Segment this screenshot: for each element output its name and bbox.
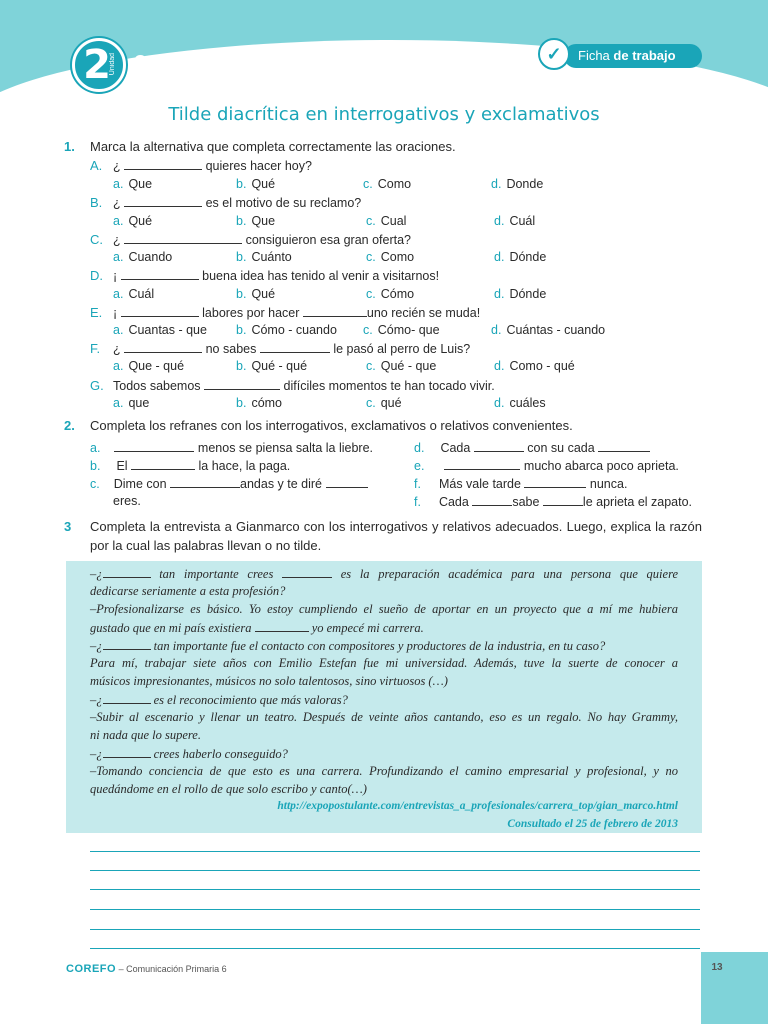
item-f-stem: ¿ no sabes le pasó al perro de Luis? — [113, 342, 471, 356]
option-c[interactable]: c. Cómo- que — [363, 323, 440, 337]
interview-line: –¿ es el reconocimiento que más valoras? — [90, 693, 348, 707]
answer-blank[interactable] — [124, 232, 242, 244]
option-c[interactable]: c. Como — [366, 250, 415, 264]
item-d-label: D. — [90, 268, 103, 283]
footer-brand: COREFO — [66, 963, 117, 975]
option-d[interactable]: d. Como - qué — [494, 359, 575, 373]
answer-blank[interactable] — [260, 341, 330, 353]
item-g-stem: Todos sabemos difíciles momentos te han tocado vivir. — [113, 379, 495, 393]
page-title: Tilde diacrítica en interrogativos y exclamativos — [168, 104, 600, 125]
option-c[interactable]: c. Qué - que — [366, 359, 437, 373]
interview-line: –¿ crees haberlo conseguido? — [90, 747, 288, 761]
answer-blank[interactable] — [326, 476, 368, 488]
ficha-label-bold: de trabajo — [613, 48, 676, 63]
answer-blank[interactable] — [543, 494, 583, 506]
answer-blank[interactable] — [282, 566, 332, 578]
page-tab — [701, 952, 768, 1024]
interview-line: ni nada que lo supere. — [90, 728, 201, 742]
answer-line[interactable] — [90, 870, 700, 871]
item-e-label: E. — [90, 305, 103, 320]
option-c[interactable]: c. Cómo — [366, 287, 415, 301]
option-d[interactable]: d. Cuál — [494, 214, 536, 228]
answer-line[interactable] — [90, 948, 700, 949]
item-g-label: G. — [90, 378, 104, 393]
item-d-stem: ¡ buena idea has tenido al venir a visitarnos! — [113, 269, 440, 283]
option-a[interactable]: a. Cuantas - que — [113, 323, 207, 337]
option-b[interactable]: b. Cómo - cuando — [236, 323, 337, 337]
answer-blank[interactable] — [124, 158, 202, 170]
answer-line[interactable] — [90, 889, 700, 890]
item-f-label: F. — [90, 341, 101, 356]
interview-line: –Profesionalizarse es básico. Yo estoy cumpliendo el sueño de aportar en un proyecto que a mí me hubiera — [90, 602, 678, 616]
source-url[interactable]: http://expopostulante.com/entrevistas_a_profesionales/carrera_top/gian_marco.html — [277, 800, 678, 812]
option-a[interactable]: a. Cuál — [113, 287, 155, 301]
answer-blank[interactable] — [255, 620, 309, 632]
refran-a: a. menos se piensa salta la liebre. — [90, 441, 374, 455]
answer-blank[interactable] — [303, 305, 367, 317]
answer-line[interactable] — [90, 929, 700, 930]
option-d[interactable]: d. cuáles — [494, 396, 546, 410]
answer-blank[interactable] — [131, 458, 195, 470]
option-a[interactable]: a. Que - qué — [113, 359, 185, 373]
question-1-number: 1. — [64, 139, 75, 154]
answer-blank[interactable] — [124, 195, 202, 207]
option-c[interactable]: c. Cual — [366, 214, 407, 228]
question-2-text: Completa los refranes con los interrogativos, exclamativos o relativos convenientes. — [90, 418, 573, 433]
item-a-stem: ¿ quieres hacer hoy? — [113, 159, 312, 173]
answer-blank[interactable] — [103, 566, 151, 578]
answer-blank[interactable] — [103, 638, 151, 650]
interview-line: –Tomando conciencia de que esto es una carrera. Profundizando el camino empresarial y profesional, y no — [90, 764, 678, 778]
unit-word: Unidad — [109, 53, 116, 76]
interview-line: quedándome en el rollo de que solo escribo y canto(…) — [90, 782, 367, 796]
option-b[interactable]: b. Qué - qué — [236, 359, 308, 373]
checkmark-icon: ✓ — [538, 38, 570, 70]
option-b[interactable]: b. cómo — [236, 396, 283, 410]
ficha-label: Ficha — [578, 48, 610, 63]
refran-g: f. Cada sabe le aprieta el zapato. — [414, 495, 693, 509]
answer-blank[interactable] — [474, 440, 524, 452]
option-a[interactable]: a. que — [113, 396, 150, 410]
ficha-pill — [564, 44, 702, 68]
option-a[interactable]: a. Qué — [113, 214, 153, 228]
footer — [66, 963, 227, 975]
answer-blank[interactable] — [114, 440, 194, 452]
refran-c-end: eres. — [113, 494, 141, 508]
option-b[interactable]: b. Qué — [236, 287, 276, 301]
ficha-badge — [538, 38, 702, 72]
option-a[interactable]: a. Que — [113, 177, 153, 191]
item-b-label: B. — [90, 195, 103, 210]
interview-line: –Subir al escenario y llenar un teatro. Después de veinte años cantando, eso es un regalo. No hay Grammy, — [90, 710, 678, 724]
answer-blank[interactable] — [103, 692, 151, 704]
option-d[interactable]: d. Dónde — [494, 287, 547, 301]
unit-badge — [72, 38, 126, 92]
item-a-label: A. — [90, 158, 103, 173]
option-d[interactable]: d. Donde — [491, 177, 544, 191]
option-b[interactable]: b. Que — [236, 214, 276, 228]
answer-blank[interactable] — [598, 440, 650, 452]
answer-blank[interactable] — [121, 305, 199, 317]
interview-line: dedicarse seriamente a esta profesión? — [90, 584, 286, 598]
answer-blank[interactable] — [204, 378, 280, 390]
option-a[interactable]: a. Cuando — [113, 250, 173, 264]
refran-b: b. El la hace, la paga. — [90, 459, 291, 473]
question-2-number: 2. — [64, 418, 75, 433]
refran-e: e. mucho abarca poco aprieta. — [414, 459, 679, 473]
answer-blank[interactable] — [472, 494, 512, 506]
interview-line: –¿ tan importante fue el contacto con compositores y productores de la industria, en tu caso? — [90, 639, 606, 653]
question-1-text: Marca la alternativa que completa correctamente las oraciones. — [90, 139, 456, 154]
source-date: Consultado el 25 de febrero de 2013 — [507, 818, 678, 830]
option-c[interactable]: c. Como — [363, 177, 412, 191]
unit-title: Ortografía — [134, 52, 222, 70]
answer-blank[interactable] — [121, 268, 199, 280]
answer-blank[interactable] — [103, 746, 151, 758]
answer-blank[interactable] — [444, 458, 520, 470]
option-d[interactable]: d. Dónde — [494, 250, 547, 264]
item-c-label: C. — [90, 232, 103, 247]
question-3-number: 3 — [64, 519, 72, 534]
item-b-stem: ¿ es el motivo de su reclamo? — [113, 196, 362, 210]
answer-line[interactable] — [90, 909, 700, 910]
answer-blank[interactable] — [524, 476, 586, 488]
option-b[interactable]: b. Qué — [236, 177, 276, 191]
refran-f: f. Más vale tarde nunca. — [414, 477, 628, 491]
option-d[interactable]: d. Cuántas - cuando — [491, 323, 606, 337]
interview-line: músicos impresionantes, músicos no solo talentosos, sino virtuosos (…) — [90, 674, 448, 688]
footer-text: – Comunicación Primaria 6 — [116, 964, 227, 974]
refran-d: d. Cada con su cada — [414, 440, 650, 455]
answer-blank[interactable] — [170, 476, 240, 488]
answer-line[interactable] — [90, 851, 700, 852]
answer-blank[interactable] — [124, 341, 202, 353]
interview-line: Para mí, trabajar siete años con Emilio Estefan fue mi universidad. Además, tuve la suerte de conocer a — [90, 656, 678, 670]
option-b[interactable]: b. Cuánto — [236, 250, 292, 264]
unit-number: 2 — [83, 42, 111, 88]
refran-c: c. Dime con andas y te diré — [90, 476, 368, 491]
interview-line: –¿ tan importante crees es la preparación académica para una persona que quiere — [90, 567, 679, 581]
question-3-text: Completa la entrevista a Gianmarco con los interrogativos y relativos adecuados. Luego, explica la razón por la cual las palabras llevan o no tilde. — [90, 519, 702, 553]
option-c[interactable]: c. qué — [366, 396, 402, 410]
page-number: 13 — [711, 962, 723, 973]
interview-line: gustado que en mi país existiera yo empecé mi carrera. — [90, 621, 424, 635]
item-c-stem: ¿ consiguieron esa gran oferta? — [113, 233, 411, 247]
item-e-stem: ¡ labores por hacer uno recién se muda! — [113, 306, 481, 320]
